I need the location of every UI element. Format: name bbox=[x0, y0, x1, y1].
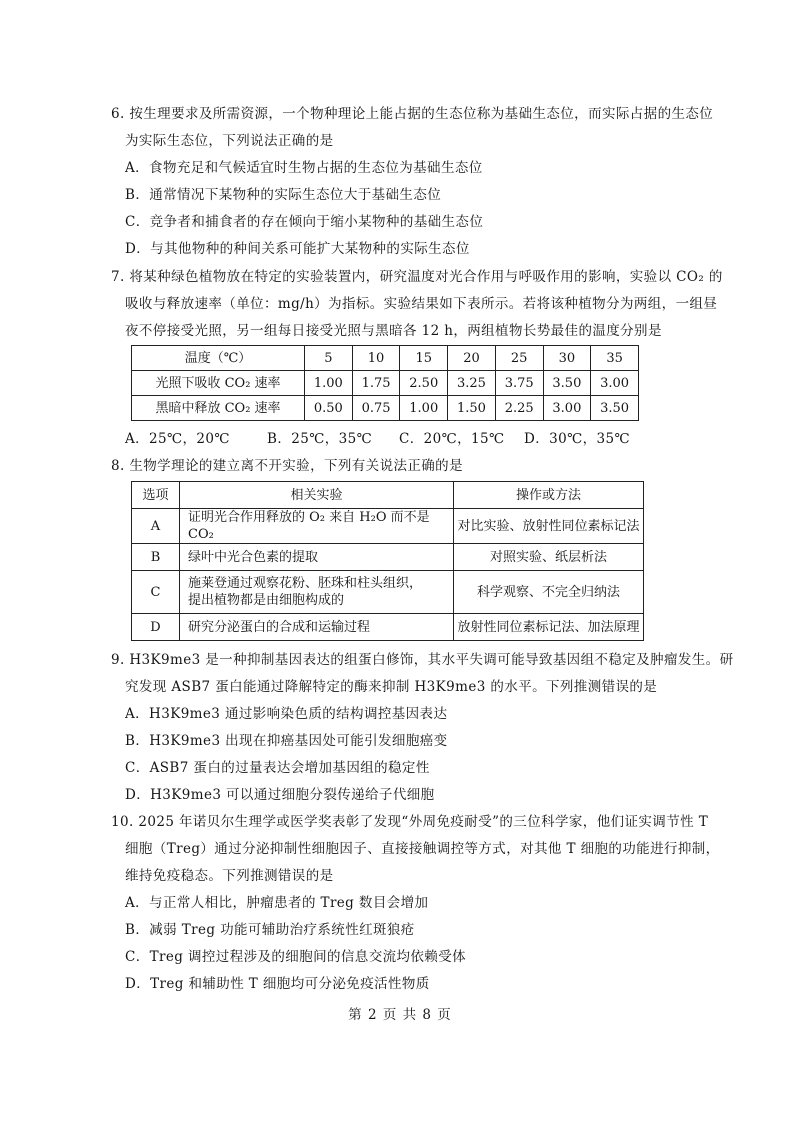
table-cell: 20 bbox=[448, 346, 496, 371]
q9-stem-line2: 究发现 ASB7 蛋白能通过降解特定的酶来抑制 H3K9me3 的水平。下列推测错误的是 bbox=[125, 679, 658, 695]
table-cell: 3.75 bbox=[495, 371, 543, 396]
row-option: D bbox=[132, 614, 180, 641]
table-cell: 1.75 bbox=[352, 371, 400, 396]
q10-option-c: C．Treg 调控过程涉及的细胞间的信息交流均依赖受体 bbox=[125, 949, 467, 965]
table-row bbox=[132, 396, 639, 421]
table-cell: 30 bbox=[543, 346, 591, 371]
table-cell: 0.75 bbox=[352, 396, 400, 421]
q9-option-c: C．ASB7 蛋白的过量表达会增加基因组的稳定性 bbox=[125, 760, 430, 776]
q7-stem-line2: 吸收与释放速率（单位：mg/h）为指标。实验结果如下表所示。若将该种植物分为两组，一组昼 bbox=[125, 296, 718, 312]
q6-stem-line2: 为实际生态位，下列说法正确的是 bbox=[125, 133, 334, 149]
table-header-row bbox=[132, 482, 644, 509]
q7-option-d: D．30℃，35℃ bbox=[524, 431, 630, 447]
row-label-light-uptake: 光照下吸收 CO₂ 速率 bbox=[132, 371, 305, 396]
row-label-temperature: 温度（℃） bbox=[132, 346, 305, 371]
q7-option-a: A．25℃，20℃ bbox=[125, 431, 230, 447]
header-method: 操作或方法 bbox=[454, 482, 644, 509]
q9-option-d: D．H3K9me3 可以通过细胞分裂传递给子代细胞 bbox=[125, 787, 435, 803]
table-cell: 1.00 bbox=[400, 396, 448, 421]
table-cell: 0.50 bbox=[305, 396, 353, 421]
table-cell: 25 bbox=[495, 346, 543, 371]
table-cell: 3.25 bbox=[448, 371, 496, 396]
q6-option-b: B．通常情况下某物种的实际生态位大于基础生态位 bbox=[125, 187, 442, 203]
row-method: 对照实验、纸层析法 bbox=[454, 544, 644, 571]
q10-stem-line3: 维持免疫稳态。下列推测错误的是 bbox=[125, 868, 334, 884]
table-cell: 35 bbox=[591, 346, 639, 371]
row-option: C bbox=[132, 571, 180, 614]
q7-stem-line3: 夜不停接受光照，另一组每日接受光照与黑暗各 12 h，两组植物长势最佳的温度分别是 bbox=[125, 323, 662, 339]
table-cell: 3.50 bbox=[543, 371, 591, 396]
table-cell: 2.25 bbox=[495, 396, 543, 421]
row-method: 放射性同位素标记法、加法原理 bbox=[454, 614, 644, 641]
q9-option-b: B．H3K9me3 出现在抑癌基因处可能引发细胞癌变 bbox=[125, 733, 448, 749]
q7-data-table bbox=[131, 345, 639, 421]
table-row bbox=[132, 509, 644, 544]
q10-stem-line1: 10. 2025 年诺贝尔生理学或医学奖表彰了发现“外周免疫耐受”的三位科学家，他们证实调节性 T bbox=[111, 814, 709, 830]
q6-stem-line1: 6. 按生理要求及所需资源，一个物种理论上能占据的生态位称为基础生态位，而实际占据的生态位 bbox=[111, 106, 714, 122]
table-cell: 3.00 bbox=[591, 371, 639, 396]
row-option: B bbox=[132, 544, 180, 571]
experiment-text: 证明光合作用释放的 O₂ 来自 H₂O 而不是 CO₂ bbox=[188, 510, 430, 542]
q6-option-a: A．食物充足和气候适宜时生物占据的生态位为基础生态位 bbox=[125, 160, 483, 176]
row-method: 对比实验、放射性同位素标记法 bbox=[454, 509, 644, 544]
table-cell: 3.00 bbox=[543, 396, 591, 421]
row-method: 科学观察、不完全归纳法 bbox=[454, 571, 644, 614]
table-cell: 1.50 bbox=[448, 396, 496, 421]
row-label-dark-release: 黑暗中释放 CO₂ 速率 bbox=[132, 396, 305, 421]
q6-option-c: C．竞争者和捕食者的存在倾向于缩小某物种的基础生态位 bbox=[125, 214, 484, 230]
q10-option-a: A．与正常人相比，肿瘤患者的 Treg 数目会增加 bbox=[125, 895, 429, 911]
table-row bbox=[132, 346, 639, 371]
q10-option-d: D．Treg 和辅助性 T 细胞均可分泌免疫活性物质 bbox=[125, 976, 430, 992]
table-row bbox=[132, 571, 644, 614]
row-option: A bbox=[132, 509, 180, 544]
header-option: 选项 bbox=[132, 482, 180, 509]
row-experiment bbox=[180, 509, 454, 544]
table-row bbox=[132, 371, 639, 396]
q9-stem-line1: 9. H3K9me3 是一种抑制基因表达的组蛋白修饰，其水平失调可能导致基因组不稳定及肿瘤发生。研 bbox=[111, 652, 734, 668]
q8-experiment-table bbox=[131, 481, 644, 641]
table-row bbox=[132, 614, 644, 641]
row-experiment bbox=[180, 571, 454, 614]
header-experiment: 相关实验 bbox=[180, 482, 454, 509]
experiment-text: 研究分泌蛋白的合成和运输过程 bbox=[188, 619, 371, 635]
table-row bbox=[132, 544, 644, 571]
q7-option-b: B．25℃，35℃ bbox=[267, 431, 373, 447]
row-experiment bbox=[180, 544, 454, 571]
q9-option-a: A．H3K9me3 通过影响染色质的结构调控基因表达 bbox=[125, 706, 448, 722]
table-cell: 15 bbox=[400, 346, 448, 371]
table-cell: 10 bbox=[352, 346, 400, 371]
table-cell: 2.50 bbox=[400, 371, 448, 396]
q10-option-b: B．减弱 Treg 功能可辅助治疗系统性红斑狼疮 bbox=[125, 922, 415, 938]
q8-stem: 8. 生物学理论的建立离不开实验，下列有关说法正确的是 bbox=[111, 458, 463, 474]
q6-option-d: D．与其他物种的种间关系可能扩大某物种的实际生态位 bbox=[125, 241, 470, 257]
experiment-text-line2: 提出植物都是由细胞构成的 bbox=[188, 593, 345, 608]
q7-stem-line1: 7. 将某种绿色植物放在特定的实验装置内，研究温度对光合作用与呼吸作用的影响，实验以 CO₂ 的 bbox=[111, 269, 723, 285]
table-cell: 3.50 bbox=[591, 396, 639, 421]
q7-option-c: C．20℃，15℃ bbox=[399, 431, 505, 447]
table-cell: 1.00 bbox=[305, 371, 353, 396]
table-cell: 5 bbox=[305, 346, 353, 371]
experiment-text: 绿叶中光合色素的提取 bbox=[188, 549, 319, 565]
experiment-text-line1: 施莱登通过观察花粉、胚珠和柱头组织， bbox=[188, 576, 423, 591]
row-experiment bbox=[180, 614, 454, 641]
q10-stem-line2: 细胞（Treg）通过分泌抑制性细胞因子、直接接触调控等方式，对其他 T 细胞的功能进行抑制， bbox=[125, 841, 720, 857]
page-number: 第 2 页 共 8 页 bbox=[348, 1007, 452, 1023]
